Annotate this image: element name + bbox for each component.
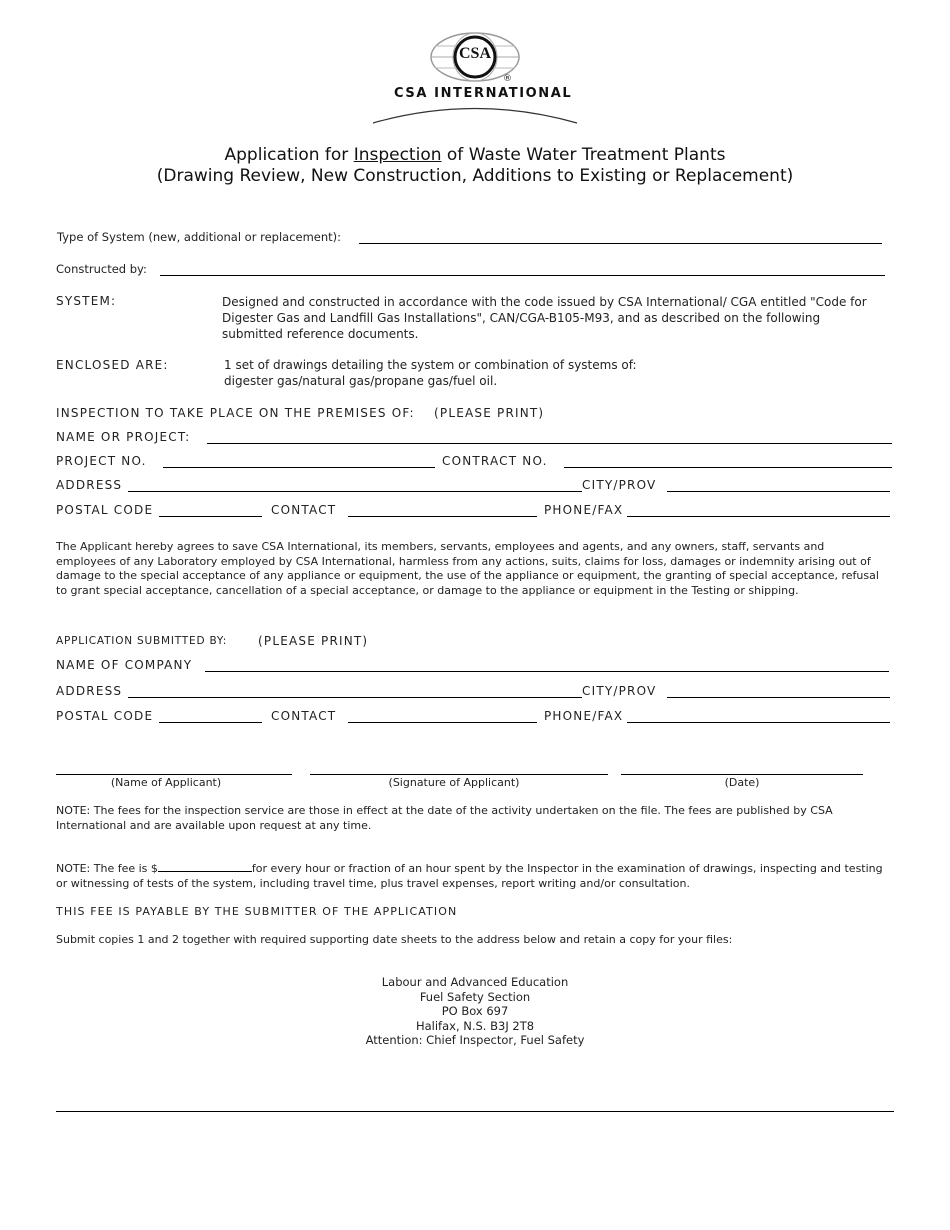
submit-instructions: Submit copies 1 and 2 together with required supporting date sheets to the address below and retain a copy for your files: — [56, 933, 733, 946]
date-field[interactable] — [621, 774, 863, 775]
address-line-4: Halifax, N.S. B3J 2T8 — [415, 1018, 535, 1033]
constructed-by-label: Constructed by: — [56, 262, 147, 276]
contact-field[interactable] — [348, 516, 537, 517]
title-underlined-word: Inspection — [353, 145, 442, 165]
note-fee-rate — [56, 861, 888, 891]
address-line-1: Labour and Advanced Education — [381, 975, 569, 989]
enclosed-line1: 1 set of drawings detailing the system or combination of systems of: — [224, 358, 637, 372]
submitter-city-prov-field[interactable] — [667, 697, 890, 698]
submitter-address-label: ADDRESS — [56, 684, 123, 698]
phone-fax-field[interactable] — [627, 516, 890, 517]
address-line-2: Fuel Safety Section — [419, 989, 531, 1004]
registered-mark: ® — [503, 74, 512, 84]
premises-heading: INSPECTION TO TAKE PLACE ON THE PREMISES OF: — [56, 406, 415, 420]
name-of-company-field[interactable] — [205, 671, 889, 672]
system-text: Designed and constructed in accordance with the code issued by CSA International/ CGA entitled "Code for Digester Gas and Landfill Gas Installations", CAN/CGA-B105-M93, and as described on the following submitted reference documents. — [222, 295, 867, 341]
system-label: SYSTEM: — [56, 294, 117, 308]
org-name: CSA INTERNATIONAL — [394, 86, 573, 101]
enclosed-label: ENCLOSED ARE: — [56, 358, 169, 372]
submitter-contact-field[interactable] — [348, 722, 537, 723]
postal-code-field[interactable] — [159, 516, 262, 517]
submitter-postal-code-label: POSTAL CODE — [56, 709, 154, 723]
submitter-contact-label: CONTACT — [271, 709, 337, 723]
applicant-name-caption: (Name of Applicant) — [110, 776, 222, 789]
logo-mark: CSA — [458, 45, 491, 62]
address-label: ADDRESS — [56, 478, 123, 492]
indemnity-text: The Applicant hereby agrees to save CSA International, its members, servants, employees and agents, and any owners, staff, servants and employees of any Laboratory employed by CSA International, harmless from any actions, suits, claims for loss, damages or indemnity arising out of damage to the special acceptance of any appliance or equipment, the use of the appliance or equipment, the granting of special acceptance, refusal to grant special acceptance, cancellation of a special acceptance, or damage to the appliance or equipment in the Testing or shipping. — [56, 540, 879, 597]
fee-payable-note: THIS FEE IS PAYABLE BY THE SUBMITTER OF THE APPLICATION — [56, 905, 458, 918]
constructed-by-field[interactable] — [160, 275, 885, 276]
submitter-phone-fax-field[interactable] — [627, 722, 890, 723]
submitter-city-prov-label: CITY/PROV — [582, 684, 657, 698]
name-or-project-label: NAME OR PROJECT: — [56, 430, 191, 444]
note-fee-prefix: NOTE: The fee is $ — [56, 862, 158, 875]
applicant-name-field[interactable] — [56, 774, 292, 775]
city-prov-field[interactable] — [667, 491, 890, 492]
address-line-3: PO Box 697 — [441, 1004, 509, 1018]
contract-no-field[interactable] — [564, 467, 892, 468]
contact-label: CONTACT — [271, 503, 337, 517]
fee-amount-field[interactable] — [158, 861, 252, 872]
applicant-signature-caption: (Signature of Applicant) — [388, 776, 520, 789]
form-subtitle: (Drawing Review, New Construction, Additions to Existing or Replacement) — [156, 166, 794, 186]
submitted-heading: APPLICATION SUBMITTED BY: — [56, 635, 228, 647]
premises-print-note: (PLEASE PRINT) — [434, 406, 545, 420]
phone-fax-label: PHONE/FAX — [544, 503, 624, 517]
postal-code-label: POSTAL CODE — [56, 503, 154, 517]
city-prov-label: CITY/PROV — [582, 478, 657, 492]
submitted-print-note: (PLEASE PRINT) — [258, 634, 369, 648]
submitter-postal-code-field[interactable] — [159, 722, 262, 723]
name-or-project-field[interactable] — [207, 443, 892, 444]
submitter-phone-fax-label: PHONE/FAX — [544, 709, 624, 723]
form-title: Application for Inspection of Waste Water Treatment Plants — [224, 145, 726, 165]
mailing-address — [275, 975, 675, 1048]
submitter-address-field[interactable] — [128, 697, 582, 698]
type-of-system-field[interactable] — [359, 243, 882, 244]
note-fees: NOTE: The fees for the inspection service are those in effect at the date of the activity undertaken on the file. The fees are published by CSA International and are available upon request at any time. — [56, 804, 833, 832]
address-field[interactable] — [128, 491, 582, 492]
csa-logo — [370, 28, 580, 128]
type-of-system-label: Type of System (new, additional or replacement): — [57, 230, 342, 244]
note-fee-rest: for every hour or fraction of an hour spent by the Inspector in the examination of drawings, inspecting and testing or witnessing of tests of the system, including travel time, plus travel expenses, report writing and/or consultation. — [56, 862, 883, 890]
address-line-5: Attention: Chief Inspector, Fuel Safety — [365, 1033, 585, 1047]
name-of-company-label: NAME OF COMPANY — [56, 658, 193, 672]
enclosed-line2: digester gas/natural gas/propane gas/fuel oil. — [224, 374, 498, 388]
project-no-field[interactable] — [163, 467, 435, 468]
applicant-signature-field[interactable] — [310, 774, 608, 775]
footer-divider — [56, 1111, 894, 1112]
globe-logo-icon — [370, 28, 580, 128]
contract-no-label: CONTRACT NO. — [442, 454, 548, 468]
date-caption: (Date) — [724, 776, 760, 789]
project-no-label: PROJECT NO. — [56, 454, 147, 468]
